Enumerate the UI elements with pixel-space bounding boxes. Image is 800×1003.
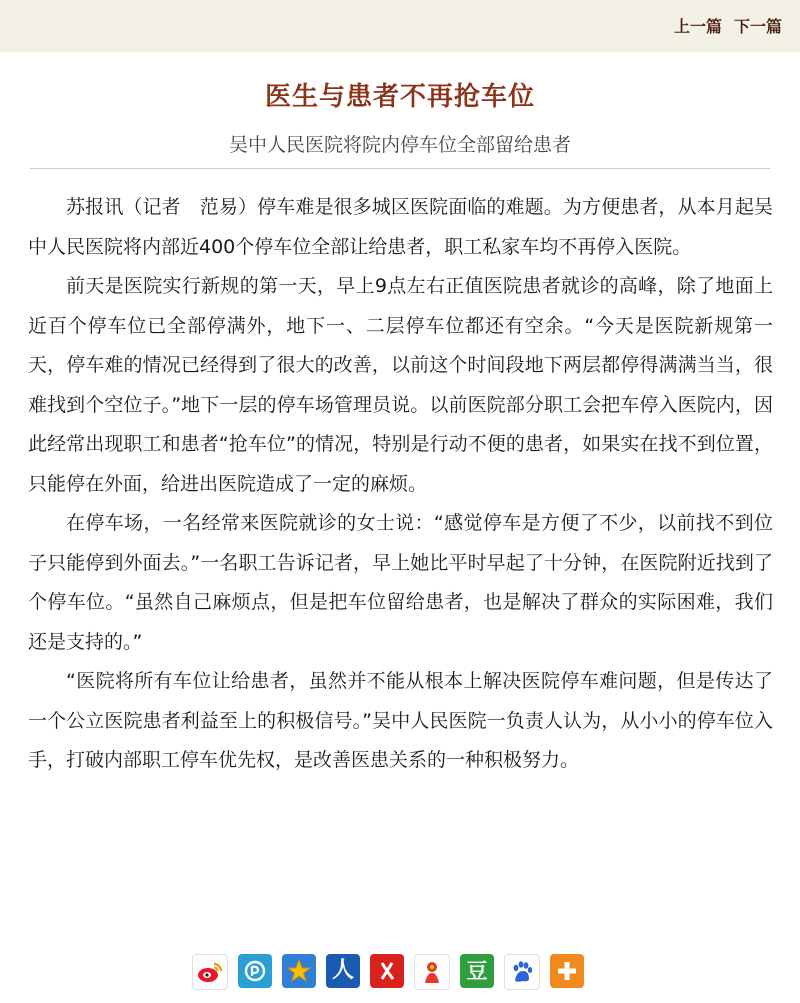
qzone-icon[interactable] bbox=[282, 954, 316, 988]
page-title: 医生与患者不再抢车位 bbox=[264, 82, 535, 112]
more-share-icon[interactable] bbox=[550, 954, 584, 988]
top-bar bbox=[0, 0, 800, 52]
article-paragraph: 在停车场，一名经常来医院就诊的女士说：“感觉停车是方便了不少，以前找不到位子只能停到外面去。”一名职工告诉记者，早上她比平时早起了十分钟，在医院附近找到了个停车位。“虽然自己麻烦点，但是把车位留给患者，也是解决了群众的实际困难，我们还是支持的。” bbox=[28, 512, 773, 653]
article-paragraph: 苏报讯（记者 范易）停车难是很多城区医院面临的难题。为方便患者，从本月起吴中人民医院将内部近400个停车位全部让给患者，职工私家车均不再停入医院。 bbox=[28, 196, 773, 258]
article-body bbox=[28, 188, 773, 781]
share-bar bbox=[192, 954, 584, 990]
divider bbox=[30, 168, 770, 169]
baidu-icon[interactable] bbox=[504, 954, 540, 990]
sohu-icon[interactable] bbox=[414, 954, 450, 990]
weibo-icon[interactable] bbox=[192, 954, 228, 990]
next-article-link[interactable]: 下一篇 bbox=[733, 17, 782, 36]
prev-article-link[interactable]: 上一篇 bbox=[673, 17, 722, 36]
page-subtitle: 吴中人民医院将院内停车位全部留给患者 bbox=[228, 134, 571, 156]
renren-icon[interactable]: 人 bbox=[326, 954, 360, 988]
article-paragraph: “医院将所有车位让给患者，虽然并不能从根本上解决医院停车难问题，但是传达了一个公立医院患者利益至上的积极信号。”吴中人民医院一负责人认为，从小小的停车位入手，打破内部职工停车优先权，是改善医患关系的一种积极努力。 bbox=[28, 670, 773, 771]
douban-icon[interactable]: 豆 bbox=[460, 954, 494, 988]
qq-weibo-icon[interactable] bbox=[238, 954, 272, 988]
article-paragraph: 前天是医院实行新规的第一天，早上9点左右正值医院患者就诊的高峰，除了地面上近百个停车位已全部停满外，地下一、二层停车位都还有空余。“今天是医院新规第一天，停车难的情况已经得到了很大的改善，以前这个时间段地下两层都停得满满当当，很难找到个空位子。”地下一层的停车场管理员说。以前医院部分职工会把车停入医院内，因此经常出现职工和患者“抢车位”的情况，特别是行动不便的患者，如果实在找不到位置，只能停在外面，给进出医院造成了一定的麻烦。 bbox=[28, 275, 773, 495]
kaixin-icon[interactable] bbox=[370, 954, 404, 988]
article-nav bbox=[674, 14, 782, 37]
